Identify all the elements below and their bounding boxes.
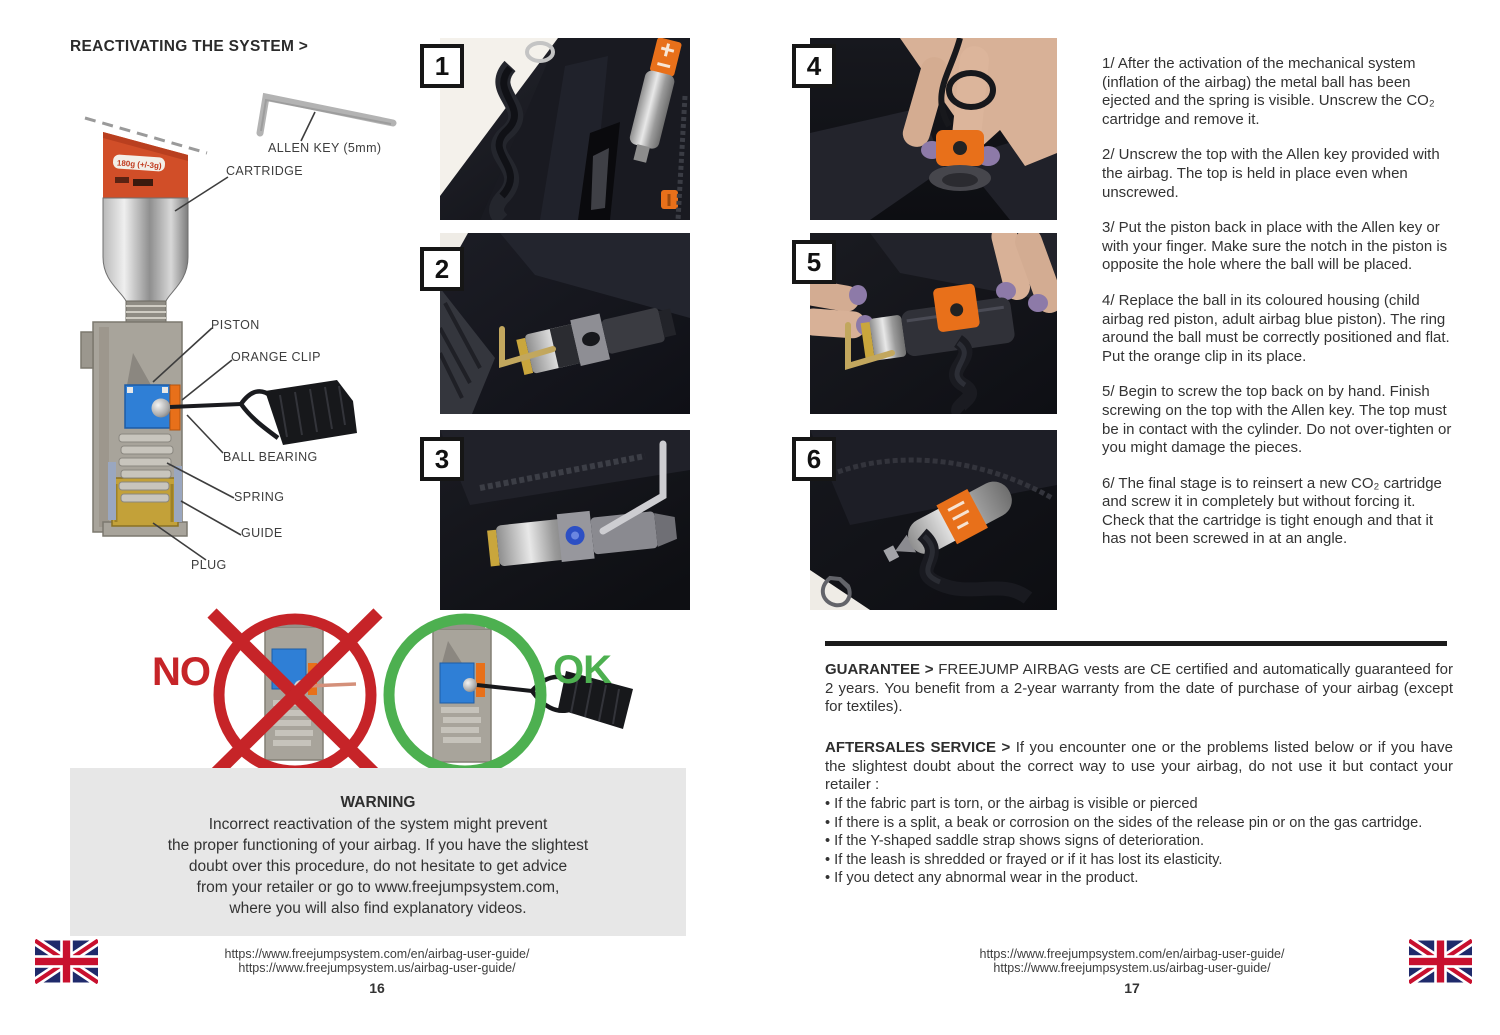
footer-url: https://www.freejumpsystem.com/en/airbag-user-guide/ [979, 947, 1285, 961]
leash-art [170, 380, 357, 445]
label-piston: PISTON [211, 318, 260, 332]
instruction-step: 3/ Put the piston back in place with the Allen key or with your finger. Make sure the notch in the piston is opposite the hole where the ball will be placed. [1102, 219, 1448, 274]
instruction-step: 5/ Begin to screw the top back on by hand. Finish screwing on the top with the Allen key. The top must be in contact with the cylinder. Do not over-tighten or you might damage the pieces. [1102, 383, 1452, 457]
page-number: 16 [369, 980, 385, 996]
label-allen-key: ALLEN KEY (5mm) [268, 141, 382, 155]
aftersales-section [825, 739, 1453, 795]
bullet-item: • If the fabric part is torn, or the airbag is visible or pierced [825, 796, 1198, 812]
step-badge-4: 4 [792, 44, 836, 88]
section-divider [825, 641, 1447, 646]
label-ball-bearing: BALL BEARING [223, 450, 318, 464]
label-spring: SPRING [234, 490, 285, 504]
bullet-item: • If you detect any abnormal wear in the product. [825, 870, 1139, 887]
guarantee-text: FREEJUMP AIRBAG vests are CE certified and automatically guaranteed for 2 years. You benefit from a 2-year warranty from the date of purchase of your airbag (except for textiles). [825, 661, 1454, 716]
step-badge-3: 3 [420, 437, 464, 481]
uk-flag-icon [1409, 939, 1472, 984]
footer-urls [903, 947, 1361, 975]
footer-url: https://www.freejumpsystem.com/en/airbag-user-guide/ [224, 947, 530, 961]
step-badge-2: 2 [420, 247, 464, 291]
instruction-step: 6/ The final stage is to reinsert a new CO₂ cartridge and screw it in completely but without forcing it. Check that the cartridge is tight enough and that it has not been screwed in at an angle. [1102, 474, 1442, 548]
warning-line: the proper functioning of your airbag. If you have the slightest [167, 837, 589, 854]
label-guide: GUIDE [241, 526, 283, 540]
bullet-item: • If there is a split, a beak or corrosion on the sides of the release pin or on the gas cartridge. [825, 814, 1423, 831]
svg-text:180g (+/-3g): 180g (+/-3g) [116, 158, 162, 171]
step-badge-1: 1 [420, 44, 464, 88]
photo-step-3 [440, 430, 690, 610]
page-number: 17 [1124, 980, 1140, 996]
photo-step-5 [810, 233, 1057, 414]
instruction-step: 2/ Unscrew the top with the Allen key provided with the airbag. The top is held in place even when unscrewed. [1102, 146, 1440, 201]
step-badge-6: 6 [792, 437, 836, 481]
aftersales-text: If you encounter one or the problems listed below or if you have the slightest doubt about the correct way to use your airbag, do not use it but contact your retailer : [825, 739, 1453, 794]
label-cartridge: CARTRIDGE [226, 164, 303, 178]
guarantee-heading: GUARANTEE > [825, 661, 934, 678]
warning-text [70, 814, 686, 919]
aftersales-heading: AFTERSALES SERVICE > [825, 739, 1011, 756]
warning-title: WARNING [340, 794, 416, 811]
footer-url: https://www.freejumpsystem.us/airbag-user-guide/ [238, 961, 516, 975]
label-plug: PLUG [191, 558, 227, 572]
label-orange-clip: ORANGE CLIP [231, 350, 321, 364]
uk-flag-icon [35, 939, 98, 984]
cartridge-art [103, 132, 188, 323]
mechanism-diagram [75, 85, 420, 605]
step-badge-5: 5 [792, 240, 836, 284]
warning-line: where you will also find explanatory videos. [229, 900, 527, 917]
photo-step-2 [440, 233, 690, 414]
footer-urls [148, 947, 606, 975]
guarantee-section [825, 661, 1453, 717]
aftersales-bullet-list [825, 795, 1461, 888]
instruction-step: 1/ After the activation of the mechanical system (inflation of the airbag) the metal ball has been ejected and the spring is visible. Unscrew the CO₂ cartridge and remove it. [1102, 55, 1435, 128]
warning-box [70, 768, 686, 936]
photo-step-4 [810, 38, 1057, 220]
instructions-column [1102, 55, 1454, 566]
footer-url: https://www.freejumpsystem.us/airbag-user-guide/ [993, 961, 1271, 975]
ball-bearing-art [152, 399, 171, 418]
page-title: REACTIVATING THE SYSTEM > [70, 38, 309, 55]
no-ok-comparison [130, 605, 650, 780]
no-label: NO [152, 650, 210, 694]
warning-line: doubt over this procedure, do not hesitate to get advice [188, 858, 568, 875]
instruction-step: 4/ Replace the ball in its coloured housing (child airbag red piston, adult airbag blue piston). The ring around the ball must be correctly positioned and flat. Put the orange clip in its place. [1102, 291, 1450, 365]
bullet-item: • If the leash is shredded or frayed or if it has lost its elasticity. [825, 851, 1223, 868]
footer-left [148, 947, 606, 995]
photo-step-6 [810, 430, 1057, 610]
warning-line: Incorrect reactivation of the system might prevent [208, 816, 548, 833]
ok-label: OK [553, 648, 611, 692]
warning-line: from your retailer or go to www.freejumpsystem.com, [196, 879, 560, 896]
footer-right [903, 947, 1361, 995]
photo-step-1 [440, 38, 690, 220]
bullet-item: • If the Y-shaped saddle strap shows signs of deterioration. [825, 833, 1205, 850]
